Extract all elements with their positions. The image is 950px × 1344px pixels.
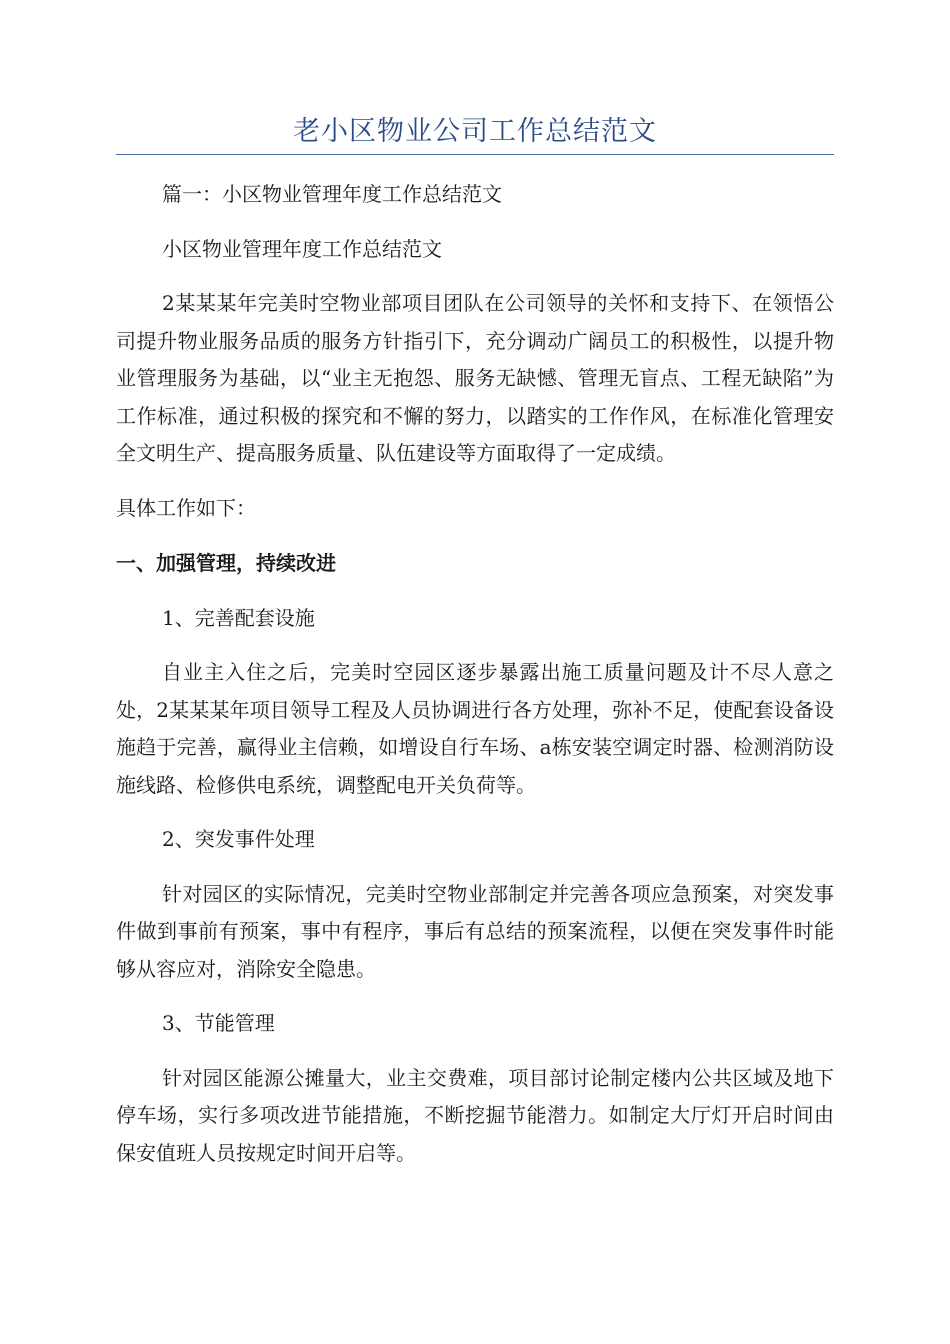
work-intro-paragraph: 具体工作如下： bbox=[116, 495, 256, 520]
emergency-paragraph: 针对园区的实际情况，完美时空物业部制定并完善各项应急预案，对突发事件做到事前有预案，事中有程序，事后有总结的预案流程，以便在突发事件时能够从容应对，消除安全隐患。 bbox=[116, 881, 834, 981]
title-underline bbox=[116, 154, 834, 155]
subtitle-paragraph: 小区物业管理年度工作总结范文 bbox=[162, 236, 442, 261]
subheading-facilities: 1、完善配套设施 bbox=[162, 605, 315, 630]
intro-paragraph: 2某某某年完美时空物业部项目团队在公司领导的关怀和支持下、在领悟公司提升物业服务品质的服务方针指引下，充分调动广阔员工的积极性，以提升物业管理服务为基础，以“业主无抱怨、服务无缺憾、管理无盲点、工程无缺陷”为工作标准，通过积极的探究和不懈的努力，以踏实的工作作风，在标准化管理安全文明生产、提高服务质量、队伍建设等方面取得了一定成绩。 bbox=[116, 291, 834, 465]
document-body bbox=[116, 176, 834, 1172]
heading-strengthen-management: 一、加强管理，持续改进 bbox=[116, 551, 336, 575]
document-title: 老小区物业公司工作总结范文 bbox=[293, 116, 657, 147]
section-heading-part-one: 篇一：小区物业管理年度工作总结范文 bbox=[162, 182, 502, 206]
subheading-emergency: 2、突发事件处理 bbox=[162, 827, 315, 851]
facilities-paragraph: 自业主入住之后，完美时空园区逐步暴露出施工质量问题及计不尽人意之处，2某某某年项目领导工程及人员协调进行各方处理，弥补不足，使配套设备设施趋于完善，赢得业主信赖，如增设自行车场、a栋安装空调定时器、检测消防设施线路、检修供电系统，调整配电开关负荷等。 bbox=[116, 660, 834, 797]
subheading-energy: 3、节能管理 bbox=[162, 1011, 275, 1035]
energy-paragraph: 针对园区能源公摊量大，业主交费难，项目部讨论制定楼内公共区域及地下停车场，实行多项改进节能措施，不断挖掘节能潜力。如制定大厅灯开启时间由保安值班人员按规定时间开启等。 bbox=[116, 1065, 834, 1165]
